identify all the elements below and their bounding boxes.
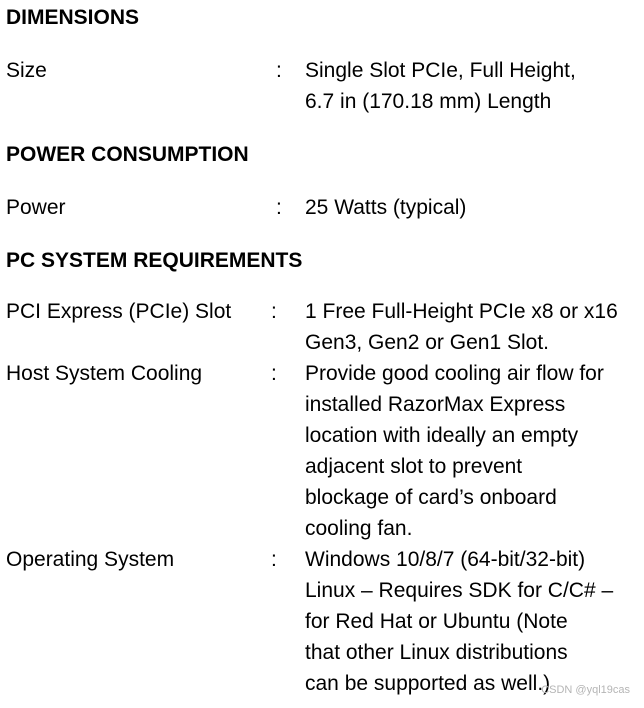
spec-value-cooling [305, 358, 644, 544]
spec-label-size: Size [6, 59, 47, 82]
spec-value-pcie [305, 296, 644, 358]
spec-value-line: 6.7 in (170.18 mm) Length [305, 90, 552, 113]
section-heading-power: POWER CONSUMPTION [6, 143, 249, 166]
spec-value-line: Gen3, Gen2 or Gen1 Slot. [305, 331, 549, 354]
spec-value-line: 1 Free Full-Height PCIe x8 or x16 [305, 300, 618, 323]
section-heading-dimensions: DIMENSIONS [6, 6, 140, 29]
spec-label-os: Operating System [6, 548, 175, 571]
spec-value-line: that other Linux distributions [305, 641, 568, 664]
spec-value-line: blockage of card’s onboard [305, 486, 557, 509]
spec-colon-os: : [271, 548, 277, 571]
spec-value-line: cooling fan. [305, 517, 413, 540]
spec-value-line: Single Slot PCIe, Full Height, [305, 59, 576, 82]
spec-colon-pcie: : [271, 300, 277, 323]
spec-value-line: adjacent slot to prevent [305, 455, 523, 478]
spec-value-line: Windows 10/8/7 (64-bit/32-bit) [305, 548, 586, 571]
spec-label-cooling: Host System Cooling [6, 362, 203, 385]
spec-value-power [305, 192, 644, 223]
spec-value-line: for Red Hat or Ubuntu (Note [305, 610, 568, 633]
spec-colon-size: : [276, 59, 282, 82]
spec-value-line: can be supported as well.) [305, 672, 551, 695]
spec-value-line: installed RazorMax Express [305, 393, 566, 416]
spec-label-pcie: PCI Express (PCIe) Slot [6, 300, 232, 323]
spec-value-size [305, 55, 644, 117]
section-heading-requirements: PC SYSTEM REQUIREMENTS [6, 249, 303, 272]
spec-colon-power: : [276, 196, 282, 219]
spec-value-line: Provide good cooling air flow for [305, 362, 604, 385]
watermark: CSDN @yql19cas [541, 684, 630, 696]
spec-value-line: 25 Watts (typical) [305, 196, 467, 219]
spec-label-power: Power [6, 196, 66, 219]
spec-value-line: location with ideally an empty [305, 424, 579, 447]
spec-value-os [305, 544, 644, 699]
spec-value-line: Linux – Requires SDK for C/C# – [305, 579, 614, 602]
spec-colon-cooling: : [271, 362, 277, 385]
